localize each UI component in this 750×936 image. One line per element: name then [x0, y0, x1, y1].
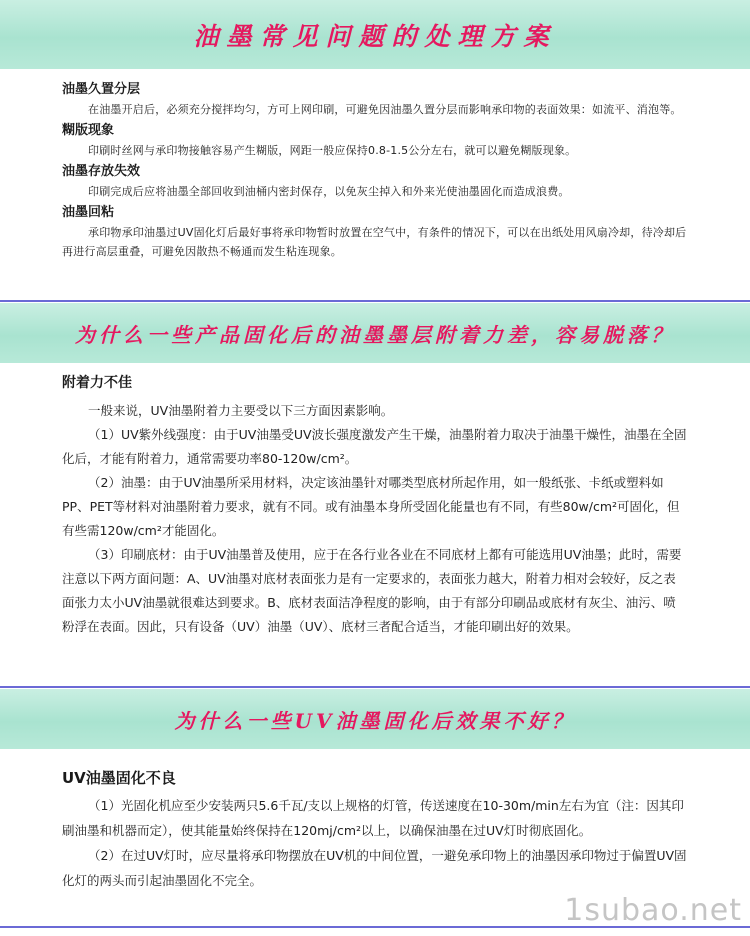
paragraph: （1）光固化机应至少安装两只5.6千瓦/支以上规格的灯管，传送速度在10-30m/min左右为宜（注：因其印刷油墨和机器而定），使其能量始终保持在120mj/cm²以上，以确保油墨在过UV灯时彻底固化。: [62, 798, 684, 838]
heading-paste-plate: 糊版现象: [62, 123, 115, 138]
paragraph: （3）印刷底材：由于UV油墨普及使用，应于在各行业各业在不同底材上都有可能选用UV油墨；此时，需要注意以下两方面问题：A、UV油墨对底材表面张力是有一定要求的，表面张力越大，附着力相对会较好，反之表面张力太小UV油墨就很难达到要求。B、底材表面洁净程度的影响，由于有部分印刷品或底材有灰尘、油污、喷粉浮在表面。因此，只有设备（UV）油墨（UV）、底材三者配合适当，才能印刷出好的效果。: [62, 547, 682, 634]
paragraph: （2）在过UV灯时，应尽量将承印物摆放在UV机的中间位置，一避免承印物上的油墨因承印物过于偏置UV固化灯的两头而引起油墨固化不完全。: [62, 848, 687, 888]
heading-adhesion: 附着力不佳: [62, 375, 132, 391]
text-storage-failure: 印刷完成后应将油墨全部回收到油桶内密封保存，以免灰尘掉入和外来光使油墨固化而造成浪费。: [88, 185, 570, 198]
section-adhesion: [0, 373, 750, 639]
text-paste-plate: 印刷时丝网与承印物接触容易产生糊版，网距一般应保持0.8-1.5公分左右，就可以避免糊版现象。: [88, 144, 577, 157]
heading-ink-separation: 油墨久置分层: [62, 82, 141, 97]
title-banner-1: 油墨常见问题的处理方案: [0, 0, 750, 69]
text-ink-blocking: 承印物承印油墨过UV固化灯后最好事将承印物暂时放置在空气中，有条件的情况下，可以在出纸处用风扇冷却，待冷却后再进行高层重叠，可避免因散热不畅通而发生粘连现象。: [62, 226, 687, 258]
watermark: 1subao.net: [564, 893, 742, 928]
section-curing: [0, 767, 750, 893]
divider: [0, 686, 750, 688]
heading-curing: UV油墨固化不良: [62, 769, 176, 787]
section-ink-problems: [0, 78, 750, 261]
title-banner-3: 为什么一些UV油墨固化后效果不好？: [0, 689, 750, 749]
divider: [0, 300, 750, 302]
heading-storage-failure: 油墨存放失效: [62, 164, 141, 179]
paragraph: 一般来说，UV油墨附着力主要受以下三方面因素影响。: [88, 403, 394, 418]
paragraph: （2）油墨：由于UV油墨所采用材料，决定该油墨针对哪类型底材所起作用，如一般纸张、卡纸或塑料如PP、PET等材料对油墨附着力要求，就有不同。或有油墨本身所受固化能量也有不同，有些80w/cm²可固化，但有些需120w/cm²才能固化。: [62, 475, 680, 538]
title-banner-2: 为什么一些产品固化后的油墨墨层附着力差，容易脱落？: [0, 303, 750, 363]
paragraph: （1）UV紫外线强度：由于UV油墨受UV波长强度激发产生干燥，油墨附着力取决于油墨干燥性，油墨在全固化后，才能有附着力，通常需要功率80-120w/cm²。: [62, 427, 687, 466]
heading-ink-blocking: 油墨回粘: [62, 205, 115, 220]
text-ink-separation: 在油墨开启后，必须充分搅拌均匀，方可上网印刷，可避免因油墨久置分层而影响承印物的表面效果：如流平、消泡等。: [88, 103, 682, 116]
